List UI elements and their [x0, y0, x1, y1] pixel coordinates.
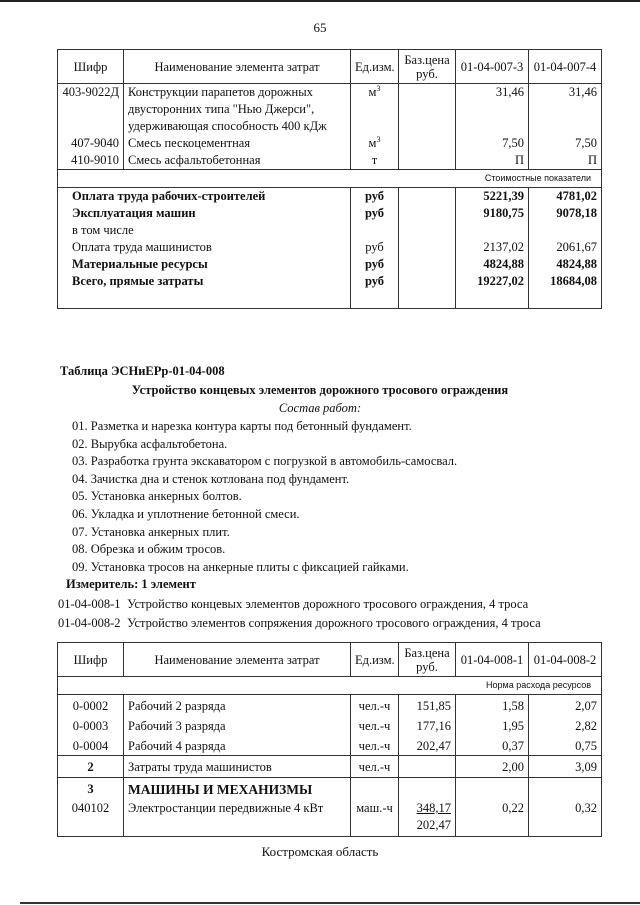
price-top: 348,17 — [416, 801, 451, 815]
work-item: 06. Укладка и уплотнение бетонной смеси. — [72, 506, 300, 521]
work-item: 03. Разработка грунта экскаватором с погрузкой в автомобиль-самосвал. — [72, 454, 458, 469]
cost-name: Материальные ресурсы — [58, 256, 351, 273]
cost-value-2 — [529, 222, 602, 239]
scan-edge-bottom — [20, 902, 640, 904]
row-value-1: 0,22 — [456, 798, 529, 837]
resources-table-007 — [57, 49, 602, 309]
header-name: Наименование элемента затрат — [124, 50, 351, 84]
table-row — [58, 84, 602, 136]
row-unit: чел.-ч — [351, 756, 399, 778]
section-label: Стоимостные показатели — [58, 170, 602, 188]
cost-value-2: 18684,08 — [529, 273, 602, 290]
row-code: 410-9010 — [58, 152, 124, 170]
cost-row — [58, 188, 602, 206]
cost-value-1: 5221,39 — [456, 188, 529, 206]
cost-unit: руб — [351, 239, 399, 256]
cost-price — [399, 222, 456, 239]
row-unit — [351, 84, 399, 136]
cost-unit: руб — [351, 188, 399, 206]
machine-row — [58, 798, 602, 837]
row-unit: чел.-ч — [351, 735, 399, 756]
cost-unit: руб — [351, 256, 399, 273]
table-header-row — [58, 643, 602, 677]
row-name: Рабочий 3 разряда — [124, 715, 351, 735]
header-col1: 01-04-007-3 — [456, 50, 529, 84]
row-price — [399, 798, 456, 837]
price-bottom: 202,47 — [416, 818, 451, 832]
row-name: Рабочий 4 разряда — [124, 735, 351, 756]
header-price — [399, 50, 456, 84]
work-item: 08. Обрезка и обжим тросов. — [72, 542, 226, 557]
code-desc: Устройство концевых элементов дорожного тросового ограждения, 4 троса — [127, 597, 529, 611]
row-name: Рабочий 2 разряда — [124, 695, 351, 716]
page-number: 65 — [313, 20, 327, 35]
work-item: 01. Разметка и нарезка контура карты под бетонный фундамент. — [72, 419, 412, 433]
cost-row — [58, 205, 602, 222]
code-item — [58, 595, 541, 614]
row-price: 151,85 — [399, 695, 456, 716]
cost-name: Оплата труда машинистов — [58, 239, 351, 256]
code-item — [58, 614, 541, 633]
row-name: Затраты труда машинистов — [124, 756, 351, 778]
row-unit — [351, 135, 399, 152]
cost-value-1: 4824,88 — [456, 256, 529, 273]
cost-value-2: 2061,67 — [529, 239, 602, 256]
work-item: 07. Установка анкерных плит. — [72, 524, 230, 539]
header-price-line2: руб. — [416, 659, 438, 674]
cost-name: Эксплуатация машин — [58, 205, 351, 222]
machines-heading: МАШИНЫ И МЕХАНИЗМЫ — [124, 778, 351, 799]
cost-value-1: 19227,02 — [456, 273, 529, 290]
header-col2: 01-04-008-2 — [529, 643, 602, 677]
header-name: Наименование элемента затрат — [124, 643, 351, 677]
row-price: 177,16 — [399, 715, 456, 735]
row-name: Смесь пескоцементная — [124, 135, 351, 152]
section-heading: Устройство концевых элементов дорожного тросового ограждения — [131, 383, 509, 397]
cost-unit — [351, 222, 399, 239]
cost-unit: руб — [351, 273, 399, 290]
row-code: 0-0004 — [58, 735, 124, 756]
row-value-1: П — [456, 152, 529, 170]
cost-price — [399, 188, 456, 206]
works-subheading: Состав работ: — [278, 401, 362, 415]
cost-value-1 — [456, 222, 529, 239]
code-list — [58, 595, 541, 633]
work-item: 05. Установка анкерных болтов. — [72, 489, 242, 504]
row-value-2: 7,50 — [529, 135, 602, 152]
cost-value-2: 4781,02 — [529, 188, 602, 206]
works-list — [72, 418, 457, 576]
code-id: 01-04-008-2 — [58, 616, 121, 630]
cost-value-1: 9180,75 — [456, 205, 529, 222]
row-value-2: 31,46 — [529, 84, 602, 136]
row-value-2: 0,75 — [529, 735, 602, 756]
scan-edge-top — [0, 0, 640, 2]
header-price-line1: Баз.цена — [404, 52, 450, 67]
header-code: Шифр — [58, 643, 124, 677]
row-value-1: 2,00 — [456, 756, 529, 778]
cost-row — [58, 273, 602, 290]
header-col1: 01-04-008-1 — [456, 643, 529, 677]
row-value-2: 2,82 — [529, 715, 602, 735]
row-price: 202,47 — [399, 735, 456, 756]
section-label-row — [58, 170, 602, 188]
row-value-2: П — [529, 152, 602, 170]
cost-row — [58, 256, 602, 273]
row-code: 3 — [58, 778, 124, 799]
header-price-line2: руб. — [416, 66, 438, 81]
cost-name: в том числе — [58, 222, 351, 239]
row-price — [399, 84, 456, 136]
cost-price — [399, 273, 456, 290]
work-item: 02. Вырубка асфальтобетона. — [72, 436, 228, 451]
row-unit: чел.-ч — [351, 695, 399, 716]
row-price — [399, 756, 456, 778]
row-value-1: 1,95 — [456, 715, 529, 735]
row-code: 0-0003 — [58, 715, 124, 735]
table-row — [58, 152, 602, 170]
section-label: Норма расхода ресурсов — [58, 677, 602, 695]
cost-price — [399, 239, 456, 256]
row-code: 040102 — [58, 798, 124, 837]
row-code: 0-0002 — [58, 695, 124, 716]
header-code: Шифр — [58, 50, 124, 84]
cost-name: Всего, прямые затраты — [58, 273, 351, 290]
row-value-2: 2,07 — [529, 695, 602, 716]
row-value-1: 0,37 — [456, 735, 529, 756]
row-price — [399, 135, 456, 152]
unit-sup: 3 — [376, 83, 381, 93]
row-code: 403-9022Д — [58, 84, 124, 136]
table-row — [58, 135, 602, 152]
cost-price — [399, 256, 456, 273]
cost-row — [58, 222, 602, 239]
row-unit: т — [351, 152, 399, 170]
row-value-1: 7,50 — [456, 135, 529, 152]
row-name: Смесь асфальтобетонная — [124, 152, 351, 170]
cost-row — [58, 239, 602, 256]
table-header-row — [58, 50, 602, 84]
header-unit: Ед.изм. — [351, 50, 399, 84]
header-col2: 01-04-007-4 — [529, 50, 602, 84]
row-code: 407-9040 — [58, 135, 124, 152]
header-price — [399, 643, 456, 677]
measure-unit: Измеритель: 1 элемент — [66, 577, 196, 591]
code-desc: Устройство элементов сопряжения дорожного тросового ограждения, 4 троса — [127, 616, 541, 630]
row-value-1: 31,46 — [456, 84, 529, 136]
header-unit: Ед.изм. — [351, 643, 399, 677]
table-row — [58, 695, 602, 716]
header-price-line1: Баз.цена — [404, 645, 450, 660]
row-unit: маш.-ч — [351, 798, 399, 837]
row-value-2: 0,32 — [529, 798, 602, 837]
spacer-row — [58, 290, 602, 309]
work-item: 09. Установка тросов на анкерные плиты с фиксацией гайками. — [72, 559, 409, 574]
page-footer: Костромская область — [261, 844, 379, 859]
table-row — [58, 735, 602, 756]
cost-value-2: 9078,18 — [529, 205, 602, 222]
row-unit: чел.-ч — [351, 715, 399, 735]
unit-text: м — [368, 136, 377, 150]
row-value-1: 1,58 — [456, 695, 529, 716]
cost-value-1: 2137,02 — [456, 239, 529, 256]
row-name: Конструкции парапетов дорожных двусторонних типа "Нью Джерси", удерживающая способность 400 кДж — [124, 84, 351, 136]
cost-price — [399, 205, 456, 222]
row-name: Электростанции передвижные 4 кВт — [124, 798, 351, 837]
section-label-row — [58, 677, 602, 695]
cost-unit: руб — [351, 205, 399, 222]
row-code: 2 — [58, 756, 124, 778]
machines-header-row — [58, 778, 602, 799]
machinists-row — [58, 756, 602, 778]
code-id: 01-04-008-1 — [58, 597, 121, 611]
row-price — [399, 152, 456, 170]
table-title: Таблица ЭСНиЕРр-01-04-008 — [60, 364, 225, 378]
row-value-2: 3,09 — [529, 756, 602, 778]
unit-sup: 3 — [376, 134, 381, 144]
cost-value-2: 4824,88 — [529, 256, 602, 273]
cost-name: Оплата труда рабочих-строителей — [58, 188, 351, 206]
table-row — [58, 715, 602, 735]
work-item: 04. Зачистка дна и стенок котлована под фундамент. — [72, 471, 350, 486]
unit-text: м — [368, 85, 377, 99]
resources-table-008 — [57, 642, 602, 837]
